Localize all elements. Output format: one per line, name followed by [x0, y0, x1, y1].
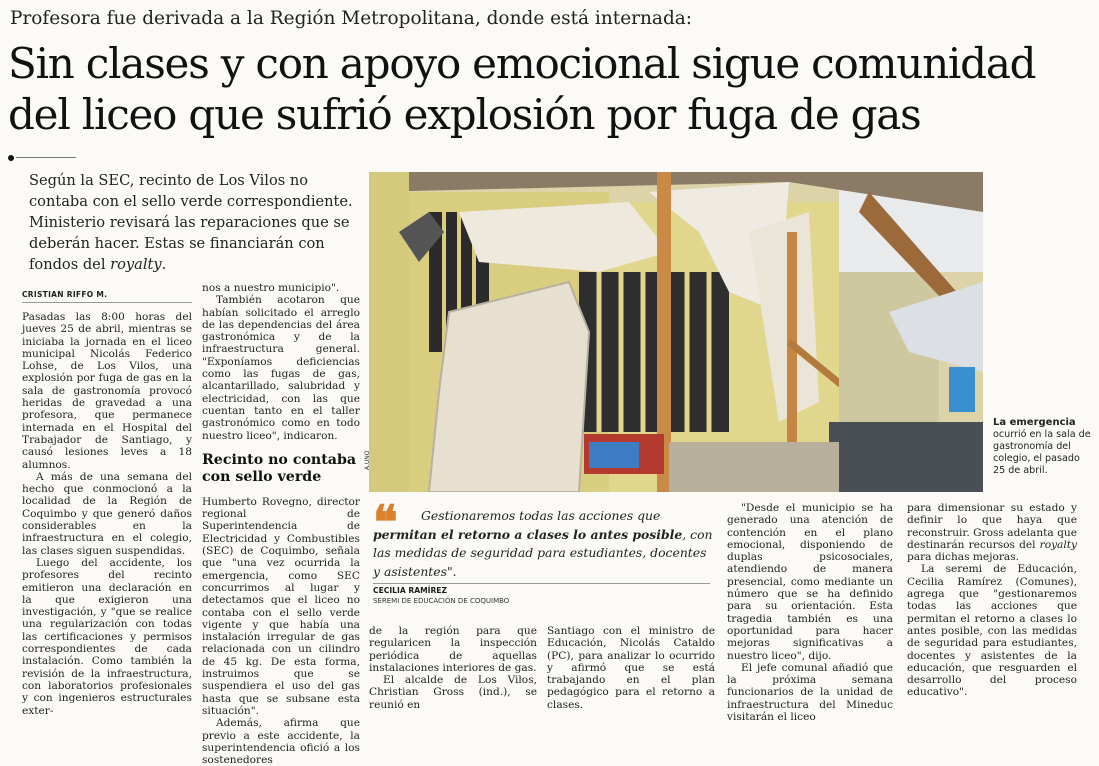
deck-text: Según la SEC, recinto de Los Vilos no contaba con el sello verde correspondiente. Ministerio revisará las reparaciones que se deberán hacer. Estas se financiarán con fondos del: [29, 172, 353, 273]
paragraph: nos a nuestro municipio".: [202, 282, 340, 294]
explosion-scene-image: [369, 172, 983, 492]
deck-end: .: [161, 256, 167, 273]
caption-text: ocurrió en la sala de gastronomía del colegio, el pasado 25 de abril.: [993, 429, 1091, 476]
paragraph: de la región para que regularicen la inspección periódica de aquellas instalaciones interiores de gas.: [369, 625, 537, 674]
headline: Sin clases y con apoyo emocional sigue comunidad del liceo que sufrió explosión por fuga de gas: [8, 39, 1036, 139]
photo-credit: A.UNO: [364, 450, 371, 470]
column-4: [547, 625, 715, 711]
pull-quote: [373, 495, 713, 581]
paragraph: A más de una semana del hecho que conmocionó a la localidad de la Región de Coquimbo y que generó daños considerables en la infraestructura en el colegio, las clases siguen suspendidas.: [22, 470, 192, 557]
paragraph: Santiago con el ministro de Educación, Nicolás Cataldo (PC), para analizar lo ocurrido y afirmó que se está trabajando en el plan pedagógico para el retorno a clases.: [547, 625, 715, 711]
paragraph: El alcalde de Los Vilos, Christian Gross (ind.), se reunió en: [369, 674, 537, 711]
column-2: [202, 282, 360, 766]
paragraph: [907, 502, 1077, 563]
paragraph: Pasadas las 8:00 horas del jueves 25 de abril, mientras se iniciaba la jornada en el liceo municipal Nicolás Federico Lohse, de Los Vilos, una explosión por fuga de gas en la sala de gastronomía provocó heridas de gravedad a una profesora, que permanece internada en el Hospital del Trabajador de Santiago, y causó lesiones leves a 18 alumnos.: [22, 311, 192, 471]
text: para dichas mejoras.: [907, 551, 1020, 564]
text: para dimensionar su estado y definir lo que haya que reconstruir. Gross adelanta que destinarán recursos del: [907, 502, 1077, 551]
paragraph: El jefe comunal añadió que la próxima semana funcionarios de la unidad de infraestructura del Mineduc visitarán el liceo: [727, 661, 893, 724]
text-italic: royalty: [1039, 538, 1077, 551]
deck: [29, 170, 361, 275]
section-rule: [8, 156, 76, 159]
quote-role: SEREMI DE EDUCACIÓN DE COQUIMBO: [373, 597, 510, 605]
caption-lead: La emergencia: [993, 417, 1076, 428]
byline-rule: [22, 302, 192, 303]
column-3: [369, 625, 537, 711]
column-1: [22, 311, 192, 717]
quote-text: [373, 507, 713, 581]
subheading: Recinto no contaba con sello verde: [202, 451, 357, 485]
paragraph: La seremi de Educación, Cecilia Ramírez (Comunes), agrega que "gestionaremos todas las acciones que permitan el retorno a clases lo antes posible, con las medidas de seguridad para estudiantes, docentes y asistentes de la educación, que resguarden el desarrollo del proceso educativo".: [907, 563, 1077, 699]
quote-author: CECILIA RAMÍREZ: [373, 586, 447, 595]
kicker: Profesora fue derivada a la Región Metropolitana, donde está internada:: [10, 8, 693, 29]
column-5: [727, 502, 893, 723]
quote-rule: [373, 583, 710, 584]
quote-part: , con las medidas de seguridad para estudiantes, docentes y asistentes".: [373, 526, 713, 579]
byline: CRISTIAN RIFFO M.: [22, 290, 108, 299]
paragraph: Además, afirma que previo a este accidente, la superintendencia ofició a los sostenedores: [202, 717, 360, 766]
quote-mark-icon: ❝: [373, 495, 398, 549]
news-photo: [369, 172, 983, 492]
quote-part: Gestionaremos todas las acciones que: [421, 508, 661, 523]
paragraph: También acotaron que habían solicitado el arreglo de las dependencias del área gastronómica y de la infraestructura general. "Exponíamos deficiencias como las fugas de gas, alcantarillado, salubridad y electricidad, con las que cuentan tanto en el taller gastronómico como en todo nuestro liceo", indicaron.: [202, 294, 360, 442]
paragraph: "Desde el municipio se ha generado una atención de contención en el plano emocional, disponiendo de duplas psicosociales, atendiendo de manera presencial, como mediante un número que se ha definido para su orientación. Esta tragedia también es una oportunidad para hacer mejoras significativas a nuestro liceo", dijo.: [727, 502, 893, 662]
quote-emphasis: permitan el retorno a clases lo antes posible: [373, 526, 683, 542]
column-6: [907, 502, 1077, 699]
deck-italic: royalty: [110, 256, 162, 273]
paragraph: Humberto Rovegno, director regional de Superintendencia de Electricidad y Combustibles (SEC) de Coquimbo, señala que "una vez ocurrida la emergencia, como SEC concurrimos al lugar y detectamos que el liceo no contaba con el sello verde vigente y que había una instalación irregular de gas relacionada con un cilindro de 45 kg. De esta forma, instruimos que se suspendiera el uso del gas hasta que se subsane esta situación".: [202, 495, 360, 717]
photo-caption: [993, 417, 1093, 477]
paragraph: Luego del accidente, los profesores del recinto emitieron una declaración en la que exigieron una investigación, y "que se realice una regularización con todas las certificaciones y permisos correspondientes de cada instalación. Como también la revisión de la infraestructura, con laboratorios profesionales y con ingenieros estructurales exter-: [22, 556, 192, 717]
